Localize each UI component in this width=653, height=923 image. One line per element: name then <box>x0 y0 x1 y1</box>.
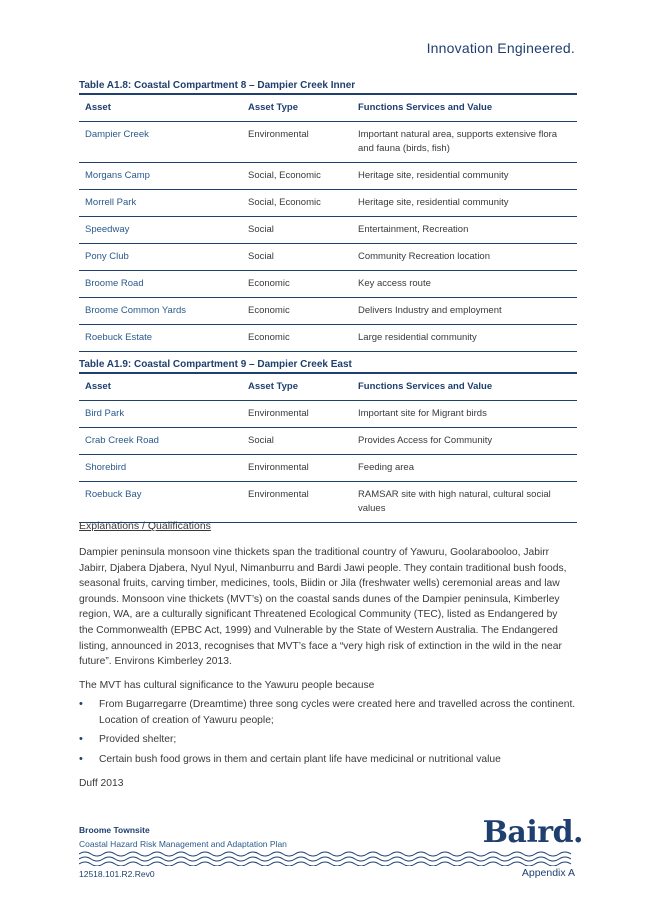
asset-type-cell: Environmental <box>242 401 352 428</box>
table-row <box>79 401 577 428</box>
table-a19 <box>79 372 577 523</box>
bullet-list <box>79 697 579 771</box>
table-row <box>79 163 577 190</box>
table-row <box>79 455 577 482</box>
table-row <box>79 244 577 271</box>
table-row <box>79 190 577 217</box>
asset-type-cell: Environmental <box>242 122 352 163</box>
asset-cell: Roebuck Bay <box>79 482 242 523</box>
asset-type-cell: Social, Economic <box>242 163 352 190</box>
bullet-text: Provided shelter; <box>99 734 177 746</box>
bullet-text: Certain bush food grows in them and certain plant life have medicinal or nutritional value <box>99 753 501 765</box>
functions-cell: Important site for Migrant birds <box>352 401 577 428</box>
list-item <box>79 752 579 768</box>
bullet-icon: • <box>79 733 83 746</box>
functions-cell: Provides Access for Community <box>352 428 577 455</box>
asset-cell: Bird Park <box>79 401 242 428</box>
column-header-asset-type: Asset Type <box>242 94 352 122</box>
table-a19-title: Table A1.9: Coastal Compartment 9 – Dampier Creek East <box>79 359 352 370</box>
table-a18-title: Table A1.8: Coastal Compartment 8 – Dampier Creek Inner <box>79 80 356 91</box>
functions-cell: Heritage site, residential community <box>352 190 577 217</box>
functions-cell: Delivers Industry and employment <box>352 298 577 325</box>
asset-cell: Crab Creek Road <box>79 428 242 455</box>
bullet-icon: • <box>79 752 83 765</box>
asset-type-cell: Environmental <box>242 455 352 482</box>
asset-type-cell: Social, Economic <box>242 190 352 217</box>
baird-logo: Baird. <box>482 815 583 850</box>
functions-cell: Heritage site, residential community <box>352 163 577 190</box>
list-item <box>79 732 579 748</box>
functions-cell: RAMSAR site with high natural, cultural social values <box>352 482 577 523</box>
functions-cell: Community Recreation location <box>352 244 577 271</box>
asset-cell: Broome Common Yards <box>79 298 242 325</box>
asset-cell: Pony Club <box>79 244 242 271</box>
footer-project-name: Broome Townsite <box>79 825 150 835</box>
asset-cell: Shorebird <box>79 455 242 482</box>
footer-doc-ref: 12518.101.R2.Rev0 <box>79 869 155 879</box>
column-header-asset: Asset <box>79 94 242 122</box>
table-row <box>79 482 577 523</box>
table-row <box>79 122 577 163</box>
asset-type-cell: Social <box>242 244 352 271</box>
citation: Duff 2013 <box>79 778 124 789</box>
explanations-paragraph-1: Dampier peninsula monsoon vine thickets span the traditional country of Yawuru, Goolarabooloo, Jabirr Jabirr, Djabera Djabera, Nyul Nyul, Nimanburru and Bardi Jawi people. They contain traditional bush foods, seasonal fruits, carving timber, medicines, tools, Biidin or Jila (freshwater wells) ceremonial areas and law grounds. Monsoon vine thickets (MVT’s) on the coastal sands dunes of the Dampier peninsula, Kimberley region, WA, are a culturally significant Threatened Ecological Community (TEC), listed as Endangered by the Commonwealth (EPBC Act, 1999) and Vulnerable by the State of Western Australia. The Endangered listing, announced in 2013, recognises that MVT’s face a “very high risk of extinction in the wild in the near future”. Environs Kimberley 2013. <box>79 547 567 668</box>
table-header-row <box>79 94 577 122</box>
table-row <box>79 298 577 325</box>
wave-divider-icon <box>79 850 577 866</box>
asset-cell: Morgans Camp <box>79 163 242 190</box>
functions-cell: Large residential community <box>352 325 577 352</box>
column-header-asset: Asset <box>79 373 242 401</box>
table-a18 <box>79 93 577 352</box>
functions-cell: Important natural area, supports extensive flora and fauna (birds, fish) <box>352 122 577 163</box>
explanations-paragraph-2: The MVT has cultural significance to the Yawuru people because <box>79 680 375 691</box>
asset-type-cell: Social <box>242 217 352 244</box>
bullet-text: From Bugarregarre (Dreamtime) three song cycles were created here and travelled across the continent. Location of creation of Yawuru people; <box>99 699 576 726</box>
table-row <box>79 217 577 244</box>
table-row <box>79 325 577 352</box>
column-header-asset-type: Asset Type <box>242 373 352 401</box>
functions-cell: Feeding area <box>352 455 577 482</box>
functions-cell: Key access route <box>352 271 577 298</box>
asset-cell: Morrell Park <box>79 190 242 217</box>
asset-type-cell: Economic <box>242 298 352 325</box>
column-header-functions: Functions Services and Value <box>352 94 577 122</box>
asset-type-cell: Social <box>242 428 352 455</box>
table-header-row <box>79 373 577 401</box>
bullet-icon: • <box>79 698 83 710</box>
column-header-functions: Functions Services and Value <box>352 373 577 401</box>
asset-type-cell: Economic <box>242 271 352 298</box>
asset-cell: Dampier Creek <box>79 122 242 163</box>
footer-subtitle: Coastal Hazard Risk Management and Adaptation Plan <box>79 839 287 849</box>
table-row <box>79 428 577 455</box>
asset-type-cell: Environmental <box>242 482 352 523</box>
footer-appendix: Appendix A <box>521 867 575 879</box>
header-tagline: Innovation Engineered. <box>426 40 575 56</box>
asset-cell: Speedway <box>79 217 242 244</box>
explanations-heading: Explanations / Qualifications <box>79 520 211 532</box>
functions-cell: Entertainment, Recreation <box>352 217 577 244</box>
asset-cell: Roebuck Estate <box>79 325 242 352</box>
list-item <box>79 697 579 728</box>
asset-type-cell: Economic <box>242 325 352 352</box>
table-row <box>79 271 577 298</box>
asset-cell: Broome Road <box>79 271 242 298</box>
